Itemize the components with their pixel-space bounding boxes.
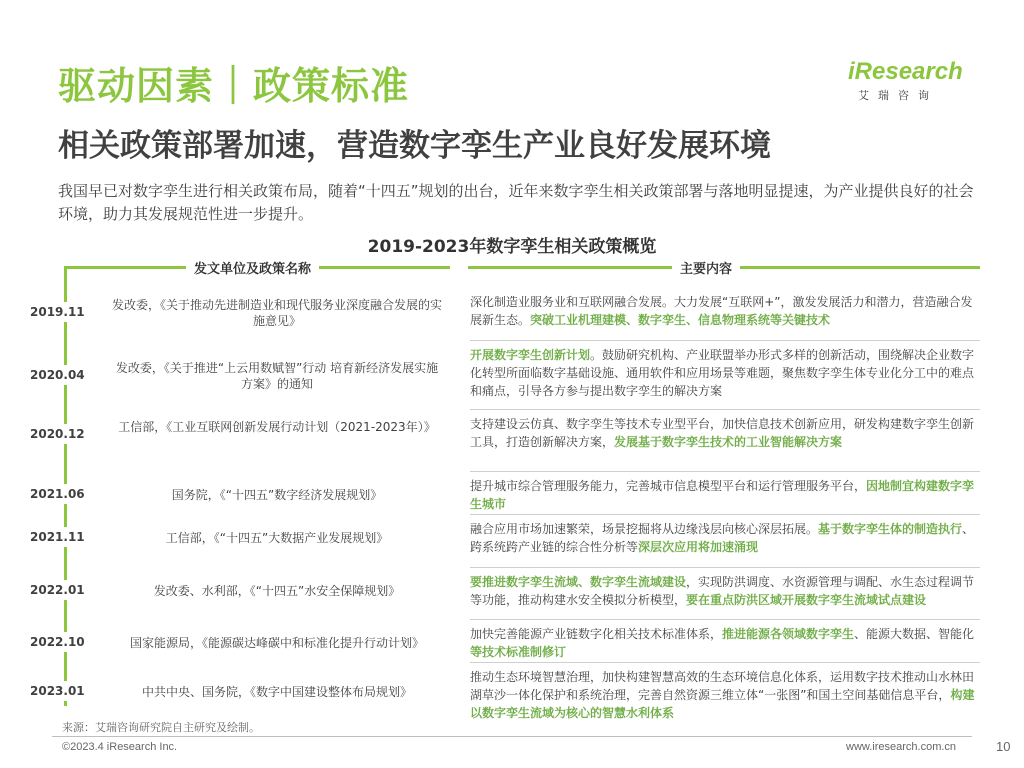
row-content <box>470 346 980 400</box>
iresearch-logo <box>848 58 973 103</box>
page-number: 10 <box>996 739 1011 754</box>
content-text: 融合应用市场加速繁荣，场景挖掘将从边缘浅层向核心深层拓展。 <box>470 522 819 536</box>
row-policy: 国务院，《“十四五”数字经济发展规划》 <box>171 488 383 502</box>
highlight-text: 要在重点防洪区域开展数字孪生流域试点建设 <box>686 593 927 607</box>
table-row <box>20 415 980 455</box>
row-content <box>470 668 980 722</box>
content-text: 深化制造业服务业和互联网融合发展。大力发展“互联网+”，激发发展活力和潜力，营造融合发展新生态。 <box>470 295 973 327</box>
highlight-text: 基于数字孪生体的制造执行 <box>818 522 963 536</box>
col-right-header: 主要内容 <box>672 258 740 277</box>
logo-sub-text: 艾瑞咨询 <box>858 89 938 102</box>
row-date: 2022.01 <box>30 580 100 600</box>
content-text: 、能源大数据、智能化 <box>854 627 975 641</box>
highlight-text: 构建以数字孪生流域为核心的智慧水利体系 <box>470 688 975 720</box>
content-text: 推动生态环境智慧治理，加快构建智慧高效的生态环境信息化体系，运用数字技术推动山水林田湖草沙一体化保护和系统治理，完善自然资源三维立体“一张图”和国土空间基础信息平台， <box>470 670 975 702</box>
copyright: ©2023.4 iResearch Inc. <box>62 741 178 753</box>
table-row <box>20 346 980 406</box>
row-divider <box>470 409 980 410</box>
row-date: 2020.04 <box>30 365 100 385</box>
table-row <box>20 477 980 513</box>
row-policy: 发改委、水利部，《“十四五”水安全保障规划》 <box>153 584 401 598</box>
content-text: 。鼓励研究机构、产业联盟举办形式多样的创新活动，围绕解决企业数字化转型所面临数字基础设施、通用软件和应用场景等难题，聚焦数字孪生体专业化分工中的难点和痛点，引导各方参与提出数字孪生的解决方案 <box>470 348 975 398</box>
row-policy: 中共中央、国务院，《数字中国建设整体布局规划》 <box>141 685 412 699</box>
row-content <box>470 293 980 329</box>
source-note: 来源：艾瑞咨询研究院自主研究及绘制。 <box>62 721 260 734</box>
content-text: 加快完善能源产业链数字化相关技术标准体系， <box>470 627 723 641</box>
row-content <box>470 415 980 451</box>
highlight-text: 推进能源各领域数字孪生 <box>722 627 855 641</box>
row-divider <box>470 471 980 472</box>
row-date: 2021.11 <box>30 527 100 547</box>
row-date: 2019.11 <box>30 302 100 322</box>
highlight-text: 突破工业机理建模、数字孪生、信息物理系统等关键技术 <box>530 313 831 327</box>
row-content <box>470 520 980 556</box>
row-date: 2020.12 <box>30 424 100 444</box>
row-divider <box>470 340 980 341</box>
highlight-text: 因地制宜构建数字孪生城市 <box>470 479 975 511</box>
table-row <box>20 668 980 720</box>
row-content <box>470 477 980 513</box>
highlight-text: 等技术标准制修订 <box>470 645 567 659</box>
row-date: 2022.10 <box>30 632 100 652</box>
row-date: 2021.06 <box>30 484 100 504</box>
row-divider <box>470 662 980 663</box>
highlight-text: 深层次应用将加速涌现 <box>638 540 759 554</box>
page-subtitle: 相关政策部署加速，营造数字孪生产业良好发展环境 <box>58 128 771 164</box>
content-text: ，实现防洪调度、水资源管理与调配、水生态过程调节等功能，推动构建水安全模拟分析模型， <box>470 575 975 607</box>
content-text: 支持建设云仿真、数字孪生等技术专业型平台，加快信息技术创新应用，研发构建数字孪生创新工具，打造创新解决方案， <box>470 417 975 449</box>
intro-paragraph: 我国早已对数字孪生进行相关政策布局，随着“十四五”规划的出台，近年来数字孪生相关政策部署与落地明显提速，为产业提供良好的社会环境，助力其发展规范性进一步提升。 <box>58 182 974 223</box>
col-left-header: 发文单位及政策名称 <box>186 258 319 277</box>
content-text: 、跨系统跨产业链的综合性分析等 <box>470 522 975 554</box>
row-content <box>470 625 980 661</box>
row-divider <box>470 567 980 568</box>
table-title: 2019-2023年数字孪生相关政策概览 <box>367 237 657 257</box>
content-text: 提升城市综合管理服务能力，完善城市信息模型平台和运行管理服务平台， <box>470 479 867 493</box>
highlight-text: 要推进数字孪生流域、数字孪生流域建设 <box>470 575 687 589</box>
highlight-text: 开展数字孪生创新计划 <box>470 348 591 362</box>
table-row <box>20 573 980 609</box>
page-title: 驱动因素｜政策标准 <box>58 64 410 108</box>
row-policy: 国家能源局，《能源碳达峰碳中和标准化提升行动计划》 <box>129 636 424 650</box>
row-policy: 发改委，《关于推进“上云用数赋智”行动 培育新经济发展实施方案》的通知 <box>115 361 439 391</box>
row-policy: 发改委，《关于推动先进制造业和现代服务业深度融合发展的实施意见》 <box>112 298 443 328</box>
table-row <box>20 293 980 333</box>
row-content <box>470 573 980 609</box>
highlight-text: 发展基于数字孪生技术的工业智能解决方案 <box>614 435 843 449</box>
footer-divider <box>52 736 972 737</box>
row-policy: 工信部，《工业互联网创新发展行动计划（2021-2023年）》 <box>118 420 436 434</box>
row-policy: 工信部，《“十四五”大数据产业发展规划》 <box>165 531 389 545</box>
table-row <box>20 625 980 661</box>
row-divider <box>470 619 980 620</box>
website-link[interactable]: www.iresearch.com.cn <box>846 741 957 753</box>
logo-main-text: iResearch <box>848 58 963 85</box>
table-row <box>20 520 980 556</box>
row-divider <box>470 514 980 515</box>
row-date: 2023.01 <box>30 681 100 701</box>
